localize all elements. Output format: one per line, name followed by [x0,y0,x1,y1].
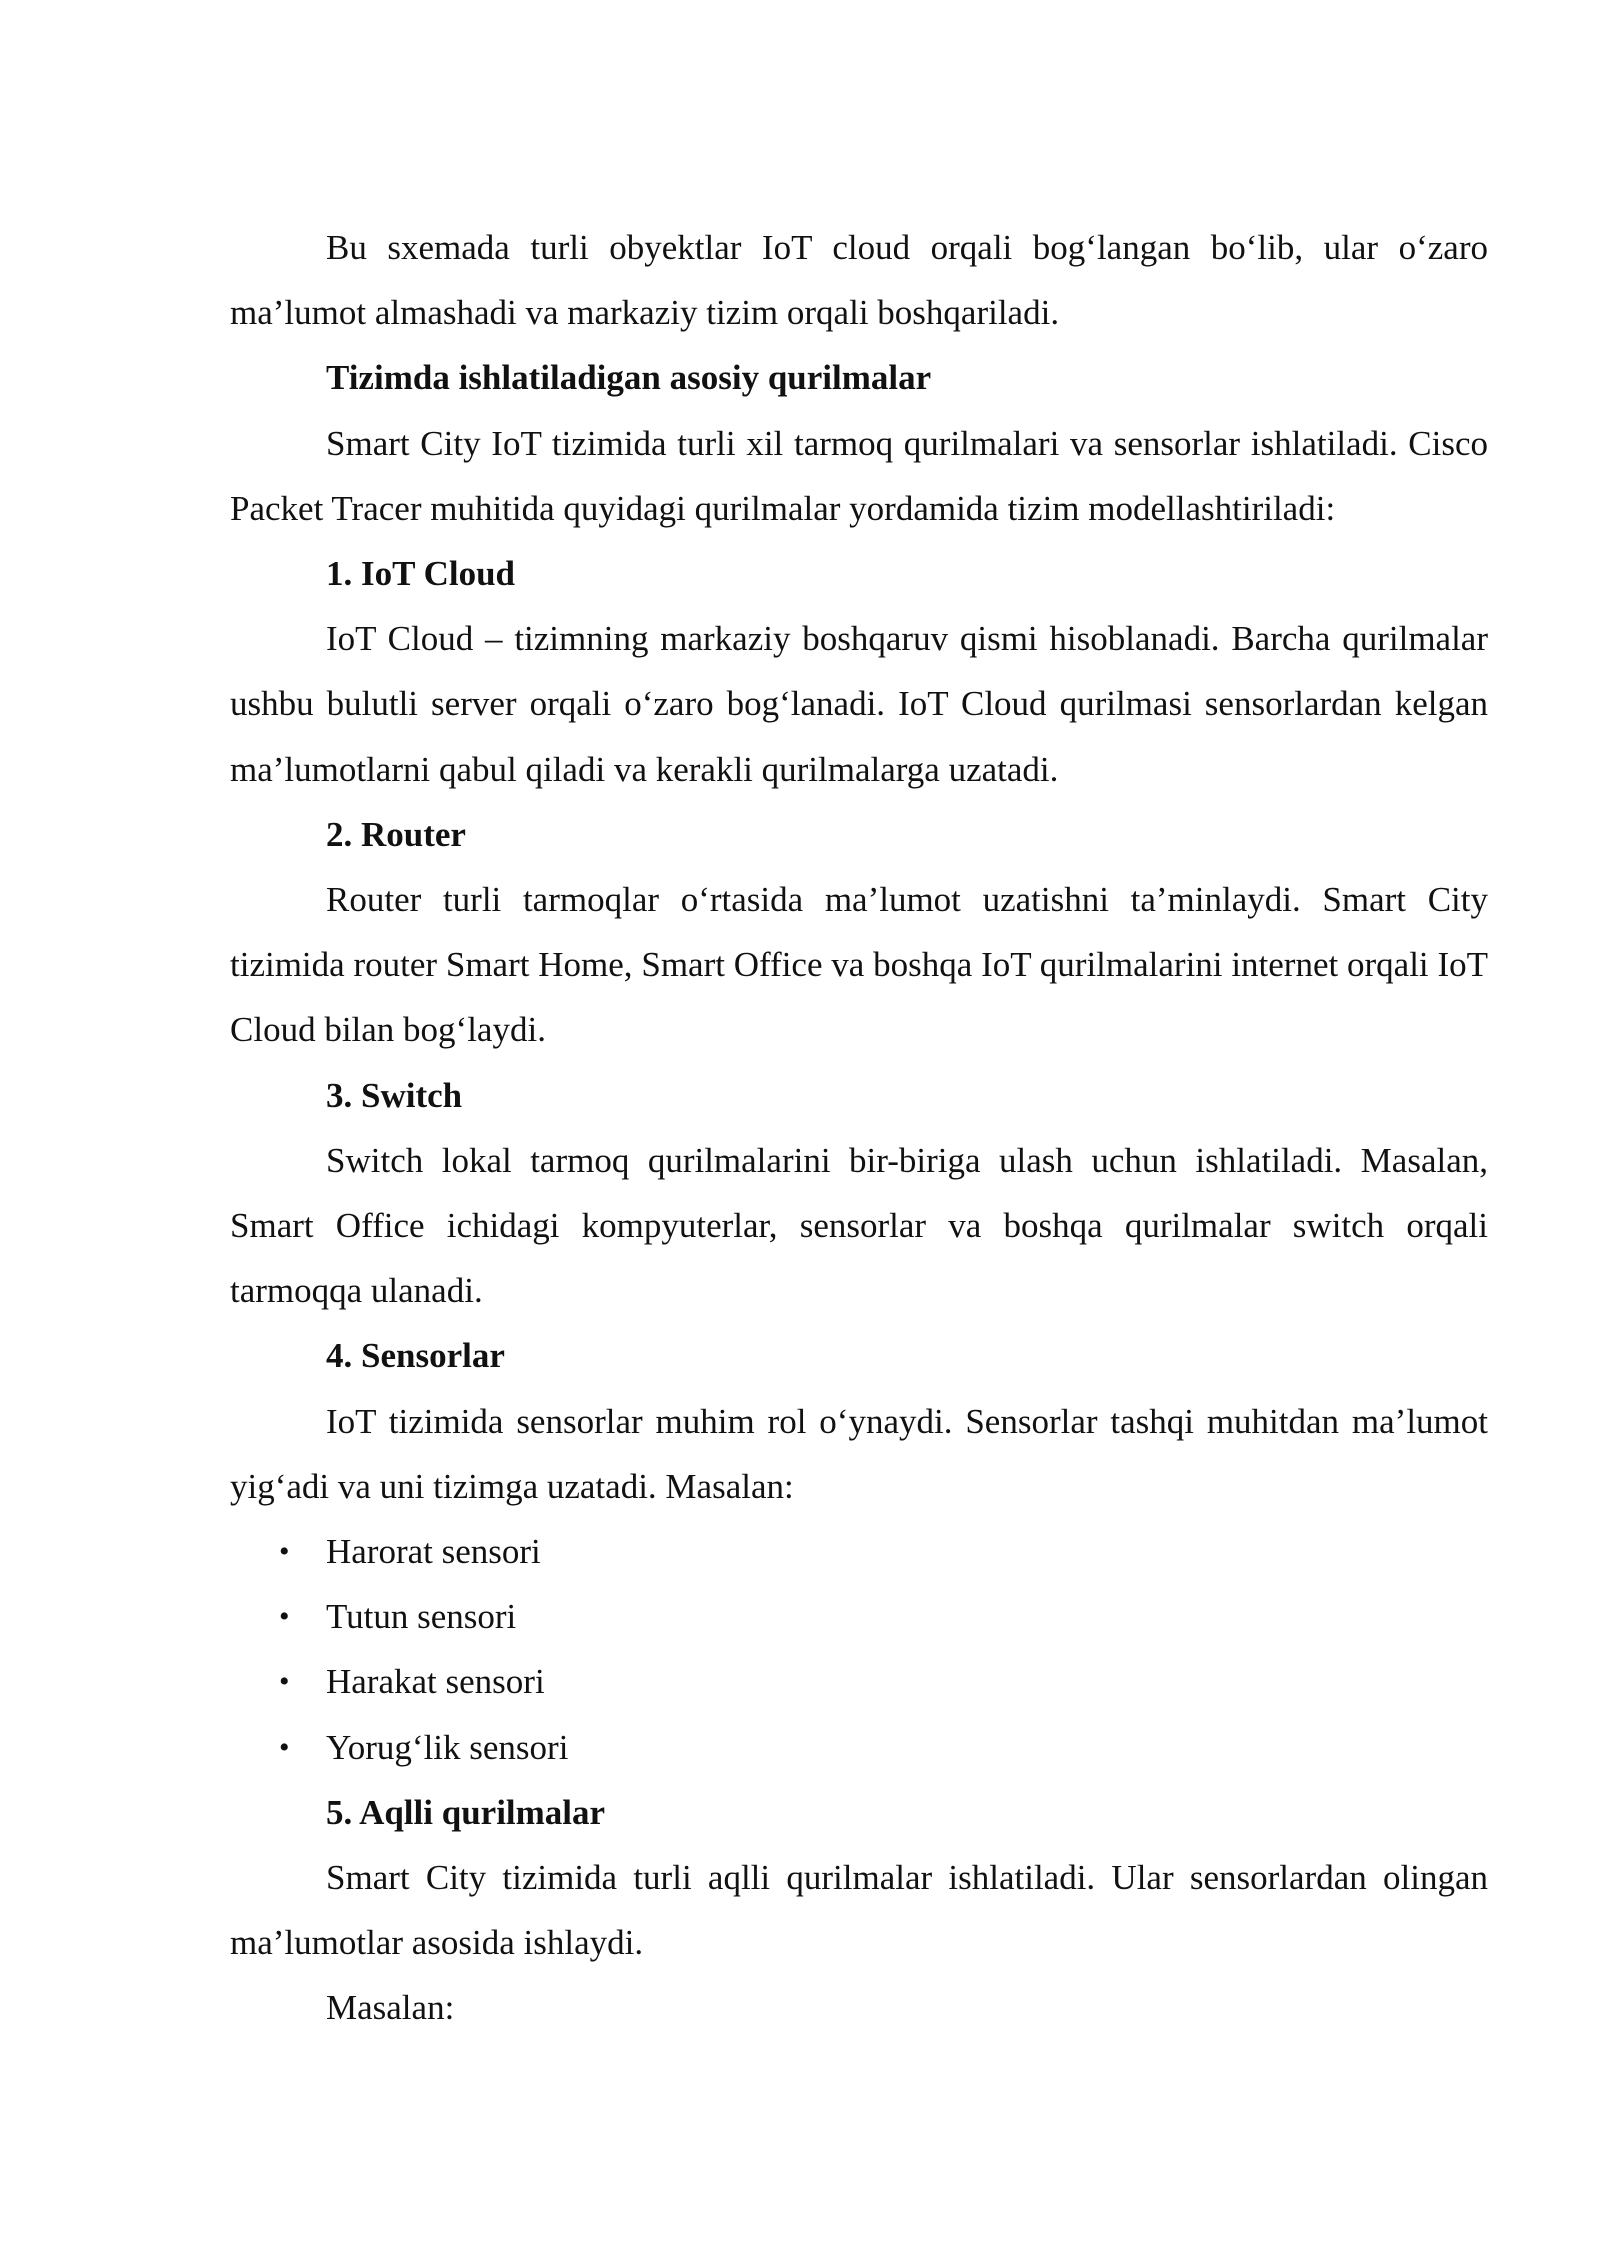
intro-paragraph: Bu sxemada turli obyektlar IoT cloud orqali bog‘langan bo‘lib, ular o‘zaro ma’lumot almashadi va markaziy tizim orqali boshqariladi. [230,228,1488,333]
item-paragraph-router: Router turli tarmoqlar o‘rtasida ma’lumot uzatishni ta’minlaydi. Smart City tizimida router Smart Home, Smart Office va boshqa IoT qurilmalarini internet orqali IoT Cloud bilan bog‘laydi. [230,880,1488,1050]
item-paragraph-iot-cloud: IoT Cloud – tizimning markaziy boshqaruv qismi hisoblanadi. Barcha qurilmalar ushbu bulutli server orqali o‘zaro bog‘lanadi. IoT Cloud qurilmasi sensorlardan kelgan ma’lumotlarni qabul qiladi va kerakli qurilmalarga uzatadi. [230,619,1488,789]
bullet-icon: • [279,1535,290,1569]
list-item-text: Tutun sensori [326,1597,517,1637]
item-heading-sensors: 4. Sensorlar [326,1336,505,1376]
list-item-text: Harorat sensori [326,1532,541,1572]
item-paragraph-sensors: IoT tizimida sensorlar muhim rol o‘ynaydi. Sensorlar tashqi muhitdan ma’lumot yig‘adi va uni tizimga uzatadi. Masalan: [230,1401,1488,1506]
list-item [230,1519,1488,1584]
item-heading-smart-devices: 5. Aqlli qurilmalar [326,1792,606,1832]
document-page [230,215,1488,2041]
item-paragraph-smart-devices: Smart City tizimida turli aqlli qurilmalar ishlatiladi. Ular sensorlardan olingan ma’lumotlar asosida ishlaydi. [230,1858,1488,1963]
closing-line: Masalan: [326,1988,455,2028]
item-heading-router: 2. Router [326,814,466,854]
section-heading: Tizimda ishlatiladigan asosiy qurilmalar [326,358,932,398]
bullet-icon: • [279,1600,290,1634]
list-item-text: Harakat sensori [326,1662,545,1702]
item-heading-iot-cloud: 1. IoT Cloud [326,554,516,594]
item-paragraph-switch: Switch lokal tarmoq qurilmalarini bir-biriga ulash uchun ishlatiladi. Masalan, Smart Office ichidagi kompyuterlar, sensorlar va boshqa qurilmalar switch orqali tarmoqqa ulanadi. [230,1140,1488,1311]
item-heading-switch: 3. Switch [326,1075,463,1115]
bullet-icon: • [279,1730,290,1764]
list-item [230,1715,1488,1780]
bullet-icon: • [279,1665,290,1699]
list-item [230,1584,1488,1649]
section-paragraph: Smart City IoT tizimida turli xil tarmoq qurilmalari va sensorlar ishlatiladi. Cisco Packet Tracer muhitida quyidagi qurilmalar yordamida tizim modellashtiriladi: [230,423,1488,528]
list-item-text: Yorug‘lik sensori [326,1727,569,1767]
sensor-list [230,1519,1488,1780]
list-item [230,1649,1488,1714]
